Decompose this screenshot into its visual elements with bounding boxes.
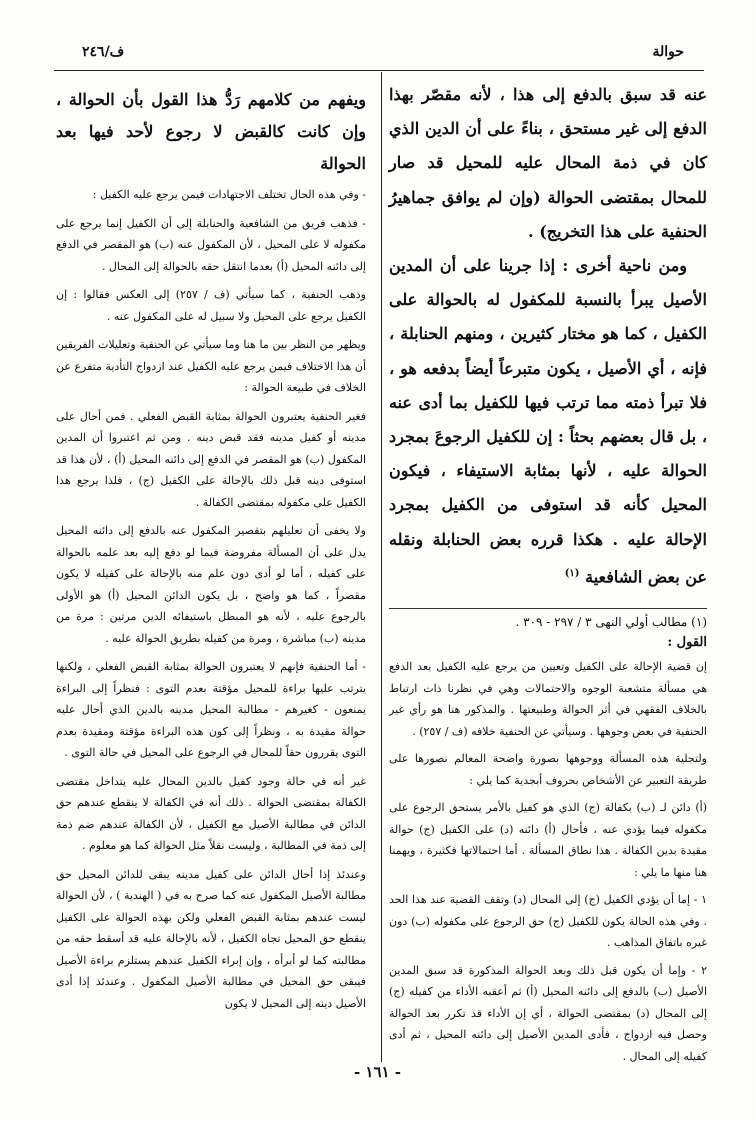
note-label: القول :	[667, 635, 707, 651]
left-column	[56, 78, 366, 1021]
right-paragraph-2: ومن ناحية أخرى : إذا جرينا على أن المدين الأصيل يبرأ بالنسبة للمكفول له بالحوالة على الكفيل ، كما هو مختار كثيرين ، ومنهم الحنابلة ، فإنه ، أي الأصيل ، يكون متبرعاً أيضاً بدفعه هو ، فلا تبرأ ذمته مما ترتب فيها للكفيل بما أدى عنه ، بل قال بعضهم بحثاً : إن للكفيل الرجوعَ بمجرد الحوالة عليه ، لأنها بمثابة الاستيفاء ، فيكون المحيل كأنه قد استوفى من الكفيل بمجرد الإحالة عليه . هكذا قرره بعض الحنابلة ونقله عن بعض الشافعية	[389, 256, 707, 587]
note-1: إن قضية الإحالة على الكفيل وتعيين من يرجع عليه الكفيل بعد الدفع هي مسألة متشعبة الوجوه والاحتمالات وهي في نظرنا ذات ارتباط بالخلاف الفقهي في أثر الحوالة وطبيعتها . والمذكور هنا هو رأي غير الحنفية في بعض وجوهها . وسيأتي عن الحنفية خلافه (ف / ٢٥٧) .	[389, 660, 707, 738]
notes-block	[389, 656, 707, 1067]
note-5: ٢ - وإما أن يكون قبل ذلك وبعد الحوالة المذكورة قد سبق المدين الأصيل (ب) بالدفع إلى دائنه المحيل (أ) ثم أعقبه الأداء من كفيله (ج) إلى المحال (د) بمقتضى الحوالة ، أي إن الأداء قد تكرر بعد الحوالة وحصل فيه ازدواج ، فأدى المدين الأصيل إلى دائنه المحيل ، ثم أدى كفيله إلى المحال .	[389, 963, 707, 1063]
note-4: ١ - إما أن يؤدي الكفيل (ج) إلى المحال (د) وتقف القضية عند هذا الحد . وفي هذه الحالة يكون للكفيل (ج) حق الرجوع على مكفوله (ب) دون غيره باتفاق المذاهب .	[389, 893, 707, 950]
left-paragraph-9: وعندئذ إذا أحال الدائن على كفيل مدينه يبقى للدائن المحيل حق مطالبة الأصيل المكفول عنه كما صرح به في ( الهندية ) ، لأن الحوالة ليست عندهم بمثابة القبض الفعلي ولكن بهذه الحوالة على الكفيل ينقطع حق المحيل تجاه الكفيل ، لأنه بالإحالة عليه قد أسقط حقه من مطالبته كما لو أبرأه ، وإن إبراء الكفيل عندهم يستلزم براءة الأصيل فيبقى حق المحيل في مطالبة الأصيل المكفول . وعندئذ إذا أدى الأصيل دينه إلى المحيل لا يكون	[56, 867, 366, 1010]
right-paragraph-1: عنه قد سبق بالدفع إلى هذا ، لأنه مقصّر بهذا الدفع إلى غير مستحق ، بناءً على أن الدين الذي كان في ذمة المحال عليه للمحيل قد صار للمحال بمقتضى الحوالة (وإن لم يوافق جماهيرُ الحنفية على هذا التخريج) .	[389, 85, 707, 241]
page-header	[54, 44, 704, 72]
note-2: ولتجلية هذه المسألة ووجوهها بصورة واضحة المعالم نصورها على طريقة التعبير عن الأشخاص بحروف أبجدية كما يلي :	[389, 752, 707, 787]
left-notes	[56, 184, 366, 1014]
footnote-text: (١) مطالب أولي النهى ٣ / ٢٩٧ - ٣٠٩ .	[515, 615, 707, 630]
footnote-rule	[389, 608, 707, 609]
column-divider	[381, 72, 382, 1062]
header-title: حوالة	[652, 44, 684, 60]
left-paragraph-1: - وفي هذه الحال تختلف الاجتهادات فيمن يرجع عليه الكفيل :	[92, 188, 366, 201]
right-column	[389, 78, 707, 1073]
left-paragraph-3: وذهب الحنفية ، كما سيأتي (ف / ٢٥٧) إلى العكس فقالوا : إن الكفيل يرجع على المحيل ولا سبيل له على المكفول عنه .	[56, 288, 366, 323]
right-main-text	[389, 78, 707, 594]
footnote-mark: (١)	[564, 567, 580, 579]
left-paragraph-5: فغير الحنفية يعتبرون الحوالة بمثابة القبض الفعلي . فمن أحال على مدينه أو كفيل مدينه فقد قبض دينه . ومن ثم اعتبروا أن المدين المكفول (ب) هو المقصر في الدفع إلى دائنه المحيل (أ) ، لأن هذا قد استوفى دينه قبل ذلك بالإحالة على الكفيل (ج) ، فلذا يرجع هذا الكفيل على مكفوله بمقتضى الكفالة .	[56, 409, 366, 509]
left-paragraph-6: ولا يخفى أن تعليلهم بتقصير المكفول عنه بالدفع إلى دائنه المحيل يدل على أن المسألة مفروضة فيما لو دفع إليه بعد علمه بالحوالة على كفيله ، أما لو أدى دون علم منه بالإحالة على كفيله لا يكون مقصراً ، كما هو واضح ، بل يكون الدائن المحيل (أ) هو الأولى بالرجوع عليه ، لأنه هو المبطل باستيفائه الدين مرتين : مرة من مدينه (ب) مباشرة ، ومرة من كفيله بطريق الحوالة عليه .	[56, 524, 366, 645]
left-heading: ويفهم من كلامهم رَدُّ هذا القول بأن الحوالة ، وإن كانت كالقبض لا رجوع لأحد فيها بعد الحوالة	[56, 90, 366, 173]
note-3: (أ) دائن لـ (ب) بكفالة (ج) الذي هو كفيل بالأمر يستحق الرجوع على مكفوله فيما يؤدي عنه ، فأحال (أ) دائنه (د) على الكفيل (ج) حوالة مقيدة بدين الكفالة . هذا نطاق المسألة . أما احتمالاتها فكثيرة ، ويهمنا هنا منها ما يلي :	[389, 801, 707, 879]
page-number: - ١٦١ -	[353, 1063, 402, 1081]
header-ref: ف/٢٤٦	[82, 44, 125, 60]
header-rule	[54, 70, 704, 71]
left-paragraph-7: - أما الحنفية فإنهم لا يعتبرون الحوالة بمثابة القبض الفعلي ، ولكنها يترتب عليها براءة للمحيل مؤقتة بعدم التوى : فنظراً إلى البراءة يمنعون - كغيرهم - مطالبة المحيل مدينه بالدين الذي أحال عليه حوالة مقيدة به ، ونظراً إلى كون هذه البراءة مؤقتة ومقيدة بعدم التوى يقررون حقاً للمحال في الرجوع على المحيل في حالة التوى .	[56, 660, 366, 759]
left-paragraph-2: - فذهب فريق من الشافعية والحنابلة إلى أن الكفيل إنما يرجع على مكفوله لا على المحيل ، لأن المكفول عنه (ب) هو المقصر في الدفع إلى دائنه المحيل (أ) بعدما انتقل حقه بالحوالة إلى المحال .	[56, 216, 366, 273]
left-paragraph-4: ويظهر من النظر بين ما هنا وما سيأتي عن الحنفية وتعليلات الفريقين أن هذا الاختلاف فيمن يرجع عليه الكفيل عند ازدواج التأدية متفرع عن الخلاف في طبيعة الحوالة :	[56, 338, 366, 394]
left-paragraph-8: غير أنه في حالة وجود كفيل بالدين المحال عليه يتداخل مقتضى الكفالة بمقتضى الحوالة . ذلك أنه في الكفالة لا ينقطع عندهم حق الدائن في مطالبة الأصيل مع الكفيل ، لأن الكفالة عندهم ضم ذمة إلى ذمة في المطالبة ، وليست نقلاً مثل الحوالة كما هو معلوم .	[56, 774, 366, 852]
